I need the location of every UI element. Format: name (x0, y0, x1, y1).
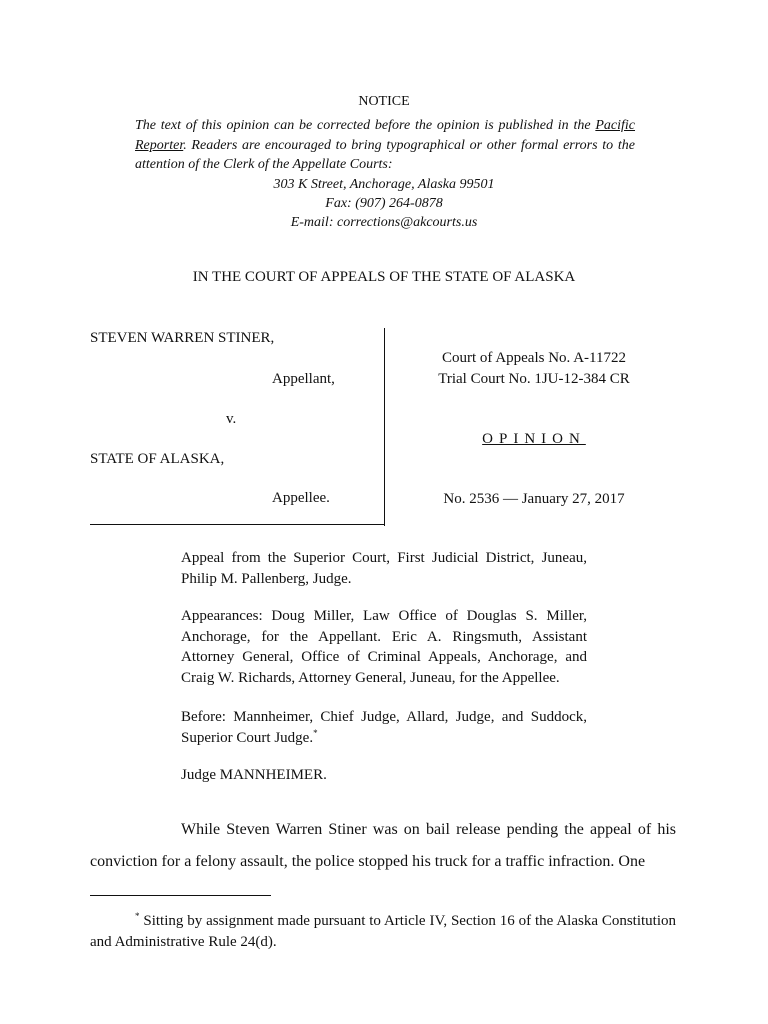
versus: v. (226, 411, 237, 427)
appellee-name: STATE OF ALASKA, (90, 451, 225, 467)
appellant-name: STEVEN WARREN STINER, (90, 330, 275, 346)
appellant-role: Appellant, (272, 371, 335, 387)
opinion-label-text: OPINION (482, 431, 586, 447)
footnote-mark: * (135, 911, 140, 921)
notice-pacific: Pacific (595, 118, 636, 133)
body-paragraph-text: While Steven Warren Stiner was on bail release pending the appeal of his conviction for a felony assault, the police stopped his truck for a traffic infraction. One (90, 821, 676, 870)
notice-address: 303 K Street, Anchorage, Alaska 99501 (273, 177, 495, 192)
notice-body (135, 116, 635, 175)
footnote-rule (90, 895, 271, 896)
before-panel (181, 707, 587, 748)
body-paragraph (90, 814, 676, 878)
court-title: IN THE COURT OF APPEALS OF THE STATE OF ALASKA (192, 269, 576, 285)
notice-fax: Fax: (907) 264-0878 (325, 196, 443, 211)
appeal-from: Appeal from the Superior Court, First Judicial District, Juneau, Philip M. Pallenberg, Judge. (181, 550, 587, 587)
footnote-reference: * (313, 727, 318, 738)
caption-horizontal-divider (90, 524, 385, 525)
author-judge: Judge MANNHEIMER. (181, 767, 327, 783)
before-text: Before: Mannheimer, Chief Judge, Allard, Judge, and Suddock, Superior Court Judge. (181, 709, 587, 746)
court-of-appeals-number: Court of Appeals No. A-11722 (441, 350, 626, 366)
footnote (90, 911, 676, 953)
appearances: Appearances: Doug Miller, Law Office of Douglas S. Miller, Anchorage, for the Appellant. Eric A. Ringsmuth, Assistant Attorney General, Office of Criminal Appeals, Anchorage, and Craig W. Richards, Attorney General, Juneau, for the Appellee. (181, 608, 587, 686)
caption-vertical-divider (384, 328, 385, 526)
trial-court-number: Trial Court No. 1JU-12-384 CR (438, 371, 630, 387)
notice-intro-text-2: . Readers are encouraged to bring typographical or other formal errors to the attention of the Clerk of the Appellate Courts: (135, 137, 635, 172)
opinion-label (400, 429, 668, 450)
notice-intro-text: The text of this opinion can be corrected before the opinion is published in the (135, 118, 591, 133)
opinion-number-date: No. 2536 — January 27, 2017 (443, 491, 625, 507)
notice-title: NOTICE (358, 94, 410, 109)
appellee-role: Appellee. (272, 490, 330, 506)
notice-reporter: Reporter (135, 137, 184, 153)
notice-email: E-mail: corrections@akcourts.us (290, 215, 478, 230)
footnote-text: Sitting by assignment made pursuant to Article IV, Section 16 of the Alaska Constitution and Administrative Rule 24(d). (90, 913, 677, 950)
